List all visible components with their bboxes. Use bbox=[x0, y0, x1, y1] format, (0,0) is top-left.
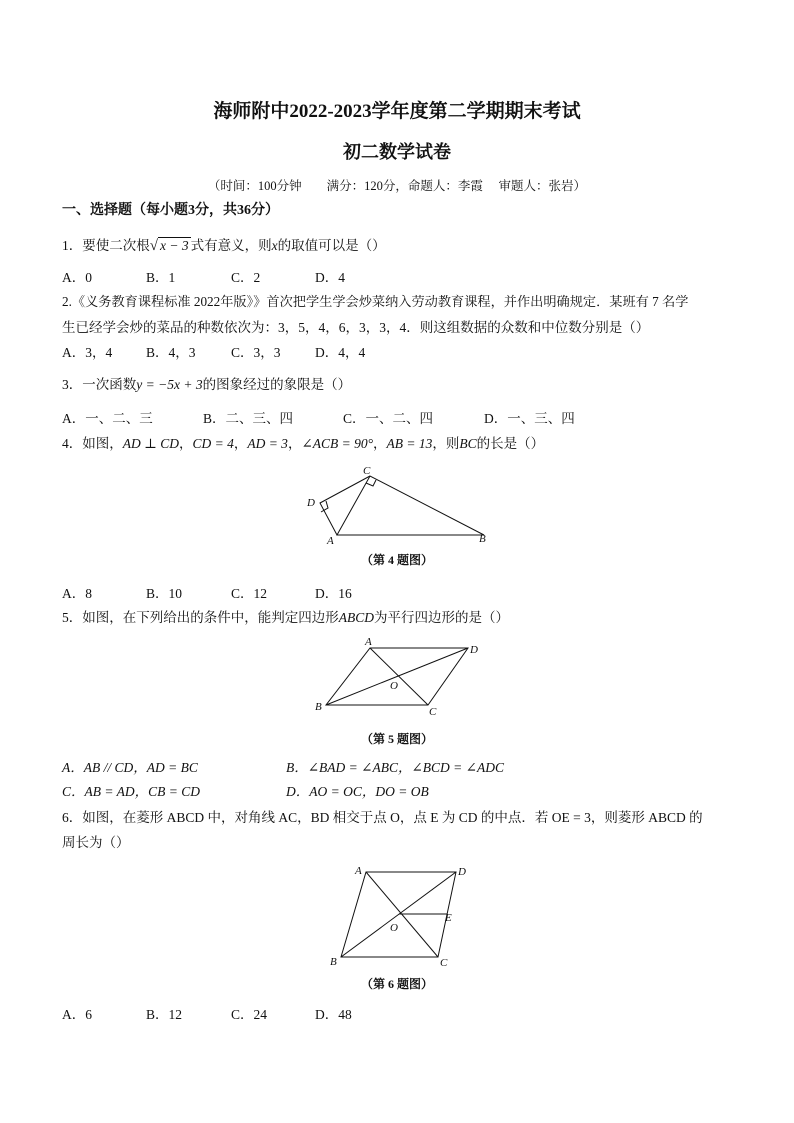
q5-text-a: 5．如图，在下列给出的条件中，能判定四边形 bbox=[62, 610, 339, 625]
question-6-line-1: 6．如图，在菱形 ABCD 中，对角线 AC，BD 相交于点 O，点 E 为 CD 的中点．若 OE = 3，则菱形 ABCD 的 bbox=[62, 810, 703, 825]
q4-s5: ，则 bbox=[432, 436, 460, 451]
q3-text-b: 的图象经过的象限是（） bbox=[202, 377, 352, 392]
label-b: B bbox=[315, 701, 322, 713]
q4-text-b: 的长是（） bbox=[476, 436, 545, 451]
label-o: O bbox=[390, 680, 398, 692]
question-2-line-2: 生已经学会炒的菜品的种数依次为：3，5，4，6，3，3，4．则这组数据的众数和中位数分别是（） bbox=[62, 320, 650, 335]
q3-option-d: D．一、三、四 bbox=[484, 411, 575, 426]
question-6-line-2: 周长为（） bbox=[62, 835, 130, 850]
q4-option-d: D．16 bbox=[315, 586, 352, 601]
label-d: D bbox=[470, 644, 478, 656]
q6-option-a: A．6 bbox=[62, 1007, 92, 1022]
label-a: A bbox=[365, 636, 372, 648]
diagonal-bd bbox=[326, 648, 468, 705]
caption-figure-6: （第 6 题图） bbox=[360, 977, 433, 991]
figure-4 bbox=[300, 462, 495, 547]
q4-option-b: B．10 bbox=[146, 586, 183, 601]
diagonal-ac bbox=[370, 648, 428, 705]
label-d: D bbox=[307, 497, 315, 509]
q6-option-d: D．48 bbox=[315, 1007, 352, 1022]
q4-text-a: 4．如图， bbox=[62, 436, 123, 451]
q3-option-c: C．一、二、四 bbox=[343, 411, 434, 426]
q5-option-b: B．∠BAD = ∠ABC，∠BCD = ∠ADC bbox=[286, 760, 504, 775]
q4-s2: ， bbox=[233, 436, 248, 451]
q2-option-a: A．3，4 bbox=[62, 345, 113, 360]
q1-text-a: 1．要使二次根 bbox=[62, 238, 150, 253]
label-a: A bbox=[327, 535, 334, 547]
q2-option-d: D．4，4 bbox=[315, 345, 366, 360]
q3-formula: y = −5x + 3 bbox=[136, 377, 203, 392]
question-2-line-1: 2.《义务教育课程标准 2022年版》》首次把学生学会炒菜纳入劳动教育课程，并作出明确规定．某班有 7 名学 bbox=[62, 294, 689, 309]
label-b: B bbox=[330, 956, 337, 968]
q1-text-c: 的取值可以是（） bbox=[277, 238, 386, 253]
label-a: A bbox=[355, 865, 362, 877]
q4-s3: ， bbox=[287, 436, 302, 451]
q3-option-a: A．一、二、三 bbox=[62, 411, 153, 426]
q4-option-a: A．8 bbox=[62, 586, 92, 601]
exam-title: 海师附中2022-2023学年度第二学期期末考试 bbox=[213, 101, 581, 122]
q4-s1: ， bbox=[178, 436, 193, 451]
label-e: E bbox=[445, 912, 452, 924]
q4-f5: AB = 13 bbox=[386, 436, 433, 451]
triangle-acb bbox=[337, 476, 484, 535]
q3-option-b: B．二、三、四 bbox=[203, 411, 294, 426]
q4-f6: BC bbox=[459, 436, 477, 451]
q5-text-b: 为平行四边形的是（） bbox=[374, 610, 509, 625]
q6-option-c: C．24 bbox=[231, 1007, 268, 1022]
exam-subtitle: 初二数学试卷 bbox=[343, 142, 451, 162]
q4-f4: ∠ACB = 90° bbox=[301, 436, 374, 451]
label-b: B bbox=[479, 533, 486, 545]
question-1 bbox=[62, 234, 386, 255]
q2-option-c: C．3，3 bbox=[231, 345, 281, 360]
section-heading: 一、选择题（每小题3分，共36分） bbox=[62, 203, 279, 218]
question-3 bbox=[62, 373, 351, 393]
q5-f1: ABCD bbox=[338, 610, 374, 625]
q1-option-c: C．2 bbox=[231, 270, 261, 285]
sqrt-sign: √ bbox=[149, 238, 158, 254]
q2-option-b: B．4，3 bbox=[146, 345, 196, 360]
caption-figure-4: （第 4 题图） bbox=[360, 553, 433, 567]
q4-s4: ， bbox=[373, 436, 387, 451]
q4-f3: AD = 3 bbox=[247, 436, 288, 451]
label-c: C bbox=[429, 706, 437, 718]
label-c: C bbox=[363, 465, 371, 477]
figure-6 bbox=[328, 860, 466, 970]
label-o: O bbox=[390, 922, 398, 934]
q5-option-c: C．AB = AD，CB = CD bbox=[62, 784, 200, 799]
figure-5 bbox=[310, 633, 485, 721]
q5-option-a: A．AB // CD，AD = BC bbox=[62, 760, 198, 775]
q4-f2: CD = 4 bbox=[192, 436, 234, 451]
q1-option-a: A．0 bbox=[62, 270, 92, 285]
q1-text-b: 式有意义，则 bbox=[190, 238, 272, 253]
q1-option-b: B．1 bbox=[146, 270, 176, 285]
q6-option-b: B．12 bbox=[146, 1007, 183, 1022]
q1-radicand: x − 3 bbox=[159, 238, 189, 253]
exam-info: （时间：100分钟 满分：120分，命题人：李霞 审题人：张岩） bbox=[207, 179, 587, 193]
question-5 bbox=[62, 606, 509, 626]
q1-var: x bbox=[271, 238, 278, 253]
label-c: C bbox=[440, 957, 448, 969]
q1-option-d: D．4 bbox=[315, 270, 345, 285]
caption-figure-5: （第 5 题图） bbox=[360, 732, 433, 746]
q3-text-a: 3．一次函数 bbox=[62, 377, 137, 392]
q5-option-d: D．AO = OC，DO = OB bbox=[286, 784, 429, 799]
question-4 bbox=[62, 432, 544, 452]
q4-f1: AD ⊥ CD bbox=[122, 436, 179, 451]
label-d: D bbox=[458, 866, 466, 878]
q4-option-c: C．12 bbox=[231, 586, 268, 601]
